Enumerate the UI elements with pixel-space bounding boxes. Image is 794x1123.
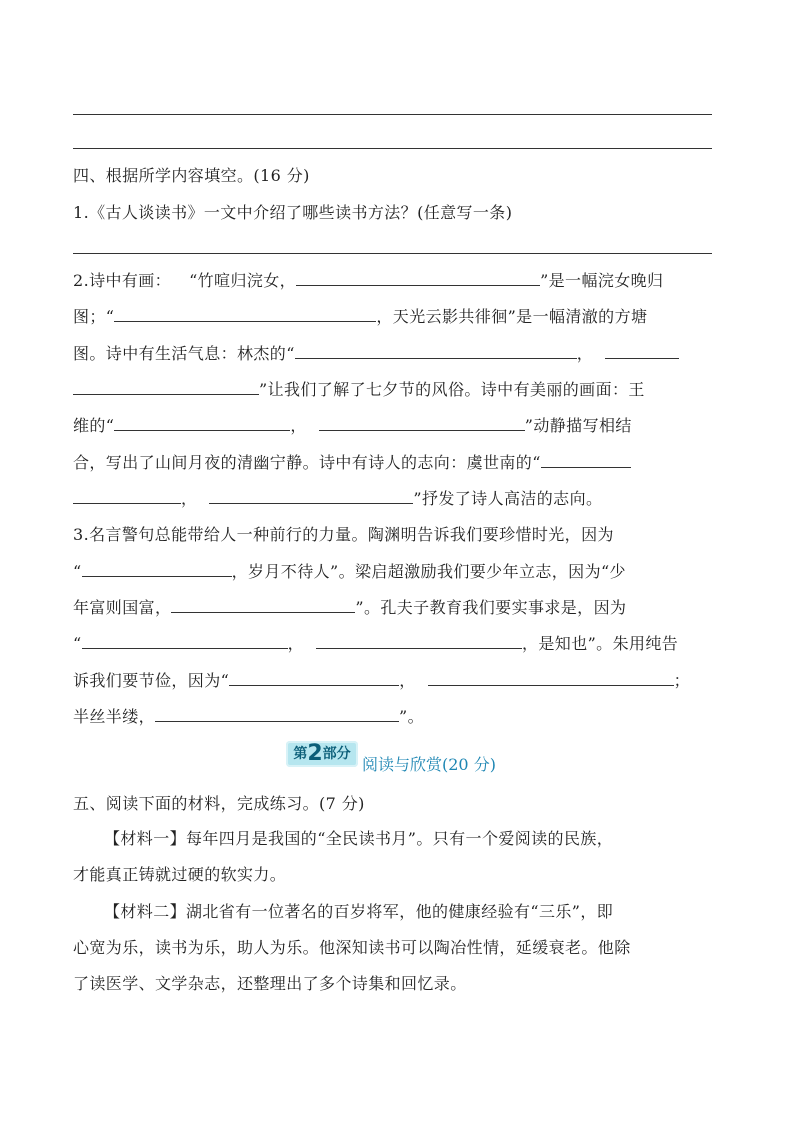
answer-line xyxy=(73,148,712,149)
q3-text: ，岁月不待人”。梁启超激励我们要少年立志，因为“少 xyxy=(231,562,626,581)
q2-text: ， xyxy=(290,416,307,435)
q2-line-2 xyxy=(73,304,713,327)
fill-blank[interactable] xyxy=(296,270,540,286)
q3-text: “ xyxy=(73,634,82,653)
q2-line-4 xyxy=(73,377,713,400)
q3-line-2 xyxy=(73,559,713,582)
q3-text: ； xyxy=(673,671,690,690)
fill-blank[interactable] xyxy=(82,561,232,577)
fill-blank[interactable] xyxy=(605,343,679,359)
material-2-line-1: 【材料二】湖北省有一位著名的百岁将军，他的健康经验有“三乐”，即 xyxy=(104,902,614,921)
q2-text: ”让我们了解了七夕节的风俗。诗中有美丽的画面：王 xyxy=(259,380,645,399)
part-badge xyxy=(286,741,358,767)
q2-text: ， xyxy=(181,489,198,508)
fill-blank[interactable] xyxy=(82,633,288,649)
q3-text: ，是知也”。朱用纯告 xyxy=(522,634,679,653)
q2-line-1 xyxy=(73,268,713,291)
q2-text: “竹喧归浣女， xyxy=(189,271,297,290)
fill-blank[interactable] xyxy=(209,488,413,504)
material-2-line-3: 了读医学、文学杂志，还整理出了多个诗集和回忆录。 xyxy=(73,974,467,993)
fill-blank[interactable] xyxy=(229,670,399,686)
fill-blank[interactable] xyxy=(155,706,399,722)
badge-number: 2 xyxy=(307,741,323,766)
q3-text: ”。孔夫子教育我们要实事求是，因为 xyxy=(355,598,627,617)
q3-text: “ xyxy=(73,562,82,581)
fill-blank[interactable] xyxy=(316,633,522,649)
q3-text: 半丝半缕， xyxy=(73,707,156,726)
fill-blank[interactable] xyxy=(295,343,577,359)
badge-prefix: 第 xyxy=(293,746,308,762)
q2-text: 合，写出了山间月夜的清幽宁静。诗中有诗人的志向：虞世南的“ xyxy=(73,453,541,472)
q2-text: 维的“ xyxy=(73,416,115,435)
fill-blank[interactable] xyxy=(73,488,181,504)
q3-text: 年富则国富， xyxy=(73,598,172,617)
q2-text: ”是一幅浣女晚归 xyxy=(540,271,664,290)
q2-line-3 xyxy=(73,341,713,364)
q2-text: ”动静描写相结 xyxy=(524,416,632,435)
q3-line-5 xyxy=(73,668,713,691)
q2-line-5 xyxy=(73,413,713,436)
material-2-line-2: 心宽为乐，读书为乐，助人为乐。他深知读书可以陶冶性情，延缓衰老。他除 xyxy=(73,938,631,957)
answer-line-q1 xyxy=(73,253,712,254)
q3-text: ， xyxy=(399,671,416,690)
question-1-text: 1.《古人谈读书》一文中介绍了哪些读书方法？(任意写一条) xyxy=(73,203,513,222)
q3-line-3 xyxy=(73,595,713,618)
q2-text: ”抒发了诗人高洁的志向。 xyxy=(413,489,603,508)
section-4-heading: 四、根据所学内容填空。(16 分) xyxy=(73,166,310,185)
q3-text: 诉我们要节俭，因为“ xyxy=(73,671,230,690)
answer-line xyxy=(73,114,712,115)
fill-blank[interactable] xyxy=(114,415,290,431)
q3-text: ， xyxy=(287,634,304,653)
fill-blank[interactable] xyxy=(171,597,355,613)
q2-line-7 xyxy=(73,486,713,509)
part-2-title: 阅读与欣赏(20 分) xyxy=(362,755,496,774)
q3-line-4 xyxy=(73,631,713,654)
q2-text: ， xyxy=(576,344,594,363)
section-5-heading: 五、阅读下面的材料，完成练习。(7 分) xyxy=(73,794,365,813)
fill-blank[interactable] xyxy=(114,306,376,322)
material-1-line-1: 【材料一】每年四月是我国的“全民读书月”。只有一个爱阅读的民族， xyxy=(104,829,614,848)
q2-line-6 xyxy=(73,450,713,473)
q2-text: 图。诗中有生活气息：林杰的“ xyxy=(73,344,295,363)
q2-text: 图；“ xyxy=(73,307,115,326)
q3-line-6 xyxy=(73,704,713,727)
q2-text: ，天光云影共徘徊”是一幅清澈的方塘 xyxy=(376,307,648,326)
q2-label: 2.诗中有画： xyxy=(73,271,172,290)
material-1-line-2: 才能真正铸就过硬的软实力。 xyxy=(73,865,287,884)
q3-line-1: 3.名言警句总能带给人一种前行的力量。陶渊明告诉我们要珍惜时光，因为 xyxy=(73,525,614,544)
badge-suffix: 部分 xyxy=(322,746,351,762)
q3-text: ”。 xyxy=(399,707,424,726)
fill-blank[interactable] xyxy=(541,452,631,468)
fill-blank[interactable] xyxy=(73,379,259,395)
fill-blank[interactable] xyxy=(428,670,674,686)
fill-blank[interactable] xyxy=(319,415,525,431)
